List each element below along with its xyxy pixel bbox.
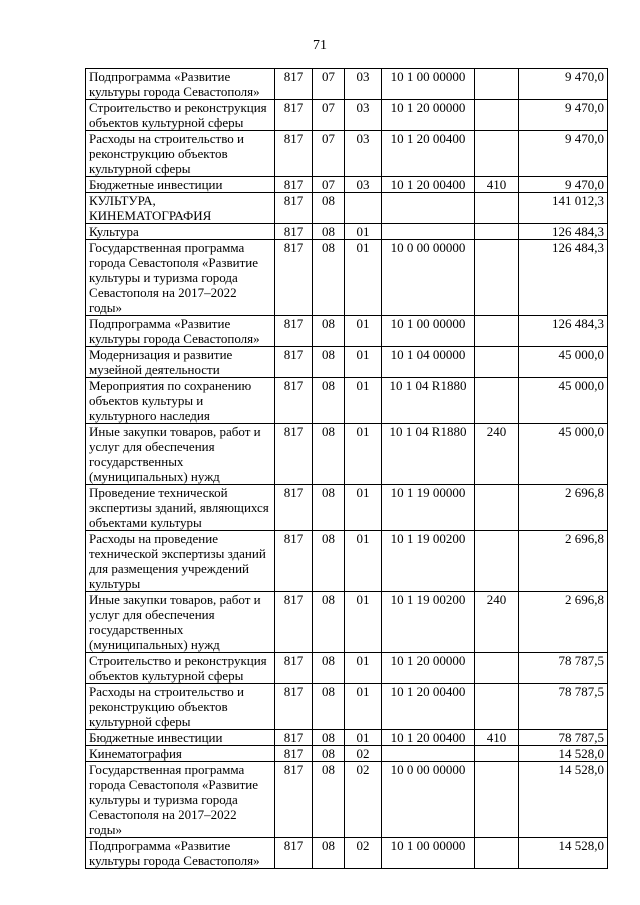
amount-cell: 126 484,3 <box>519 240 608 316</box>
expense-type-cell <box>475 378 519 424</box>
expense-type-cell <box>475 100 519 131</box>
subsection-code-cell: 01 <box>345 653 382 684</box>
amount-cell: 2 696,8 <box>519 485 608 531</box>
table-row <box>86 100 608 131</box>
subsection-code-cell: 03 <box>345 177 382 193</box>
section-code-cell: 08 <box>313 592 345 653</box>
target-article-cell: 10 1 04 00000 <box>382 347 475 378</box>
item-name-cell: Строительство и реконструкция объектов культурной сферы <box>86 653 275 684</box>
section-code-cell: 07 <box>313 100 345 131</box>
subsection-code-cell: 02 <box>345 746 382 762</box>
item-name-cell: КУЛЬТУРА, КИНЕМАТОГРАФИЯ <box>86 193 275 224</box>
table-row <box>86 653 608 684</box>
target-article-cell: 10 1 20 00400 <box>382 131 475 177</box>
expense-type-cell <box>475 224 519 240</box>
subsection-code-cell: 01 <box>345 592 382 653</box>
grbs-code-cell: 817 <box>275 316 313 347</box>
section-code-cell: 08 <box>313 653 345 684</box>
budget-table <box>85 68 608 869</box>
item-name-cell: Модернизация и развитие музейной деятельности <box>86 347 275 378</box>
section-code-cell: 08 <box>313 224 345 240</box>
item-name-cell: Иные закупки товаров, работ и услуг для обеспечения государственных (муниципальных) нужд <box>86 592 275 653</box>
table-row <box>86 69 608 100</box>
section-code-cell: 08 <box>313 762 345 838</box>
amount-cell: 9 470,0 <box>519 69 608 100</box>
grbs-code-cell: 817 <box>275 592 313 653</box>
amount-cell: 14 528,0 <box>519 838 608 869</box>
amount-cell: 2 696,8 <box>519 592 608 653</box>
target-article-cell <box>382 193 475 224</box>
grbs-code-cell: 817 <box>275 485 313 531</box>
section-code-cell: 08 <box>313 684 345 730</box>
table-row <box>86 592 608 653</box>
grbs-code-cell: 817 <box>275 730 313 746</box>
target-article-cell: 10 1 20 00400 <box>382 730 475 746</box>
item-name-cell: Подпрограмма «Развитие культуры города Севастополя» <box>86 69 275 100</box>
table-row <box>86 838 608 869</box>
grbs-code-cell: 817 <box>275 100 313 131</box>
subsection-code-cell: 01 <box>345 730 382 746</box>
grbs-code-cell: 817 <box>275 653 313 684</box>
target-article-cell: 10 1 00 00000 <box>382 69 475 100</box>
table-row <box>86 762 608 838</box>
expense-type-cell <box>475 485 519 531</box>
expense-type-cell <box>475 316 519 347</box>
table-row <box>86 378 608 424</box>
grbs-code-cell: 817 <box>275 131 313 177</box>
item-name-cell: Расходы на проведение технической экспертизы зданий для размещения учреждений культуры <box>86 531 275 592</box>
page-number: 71 <box>313 38 327 53</box>
amount-cell: 45 000,0 <box>519 424 608 485</box>
subsection-code-cell: 02 <box>345 838 382 869</box>
target-article-cell: 10 1 19 00200 <box>382 531 475 592</box>
item-name-cell: Расходы на строительство и реконструкцию объектов культурной сферы <box>86 131 275 177</box>
target-article-cell <box>382 224 475 240</box>
subsection-code-cell: 01 <box>345 240 382 316</box>
amount-cell: 9 470,0 <box>519 177 608 193</box>
grbs-code-cell: 817 <box>275 378 313 424</box>
table-row <box>86 730 608 746</box>
grbs-code-cell: 817 <box>275 193 313 224</box>
expense-type-cell: 410 <box>475 730 519 746</box>
table-row <box>86 177 608 193</box>
subsection-code-cell: 01 <box>345 424 382 485</box>
grbs-code-cell: 817 <box>275 746 313 762</box>
grbs-code-cell: 817 <box>275 347 313 378</box>
target-article-cell: 10 1 19 00000 <box>382 485 475 531</box>
table-row <box>86 347 608 378</box>
subsection-code-cell: 01 <box>345 347 382 378</box>
subsection-code-cell: 01 <box>345 531 382 592</box>
subsection-code-cell: 01 <box>345 485 382 531</box>
section-code-cell: 08 <box>313 316 345 347</box>
amount-cell: 78 787,5 <box>519 730 608 746</box>
target-article-cell: 10 1 00 00000 <box>382 316 475 347</box>
grbs-code-cell: 817 <box>275 684 313 730</box>
amount-cell: 45 000,0 <box>519 378 608 424</box>
amount-cell: 14 528,0 <box>519 762 608 838</box>
table-row <box>86 240 608 316</box>
section-code-cell: 08 <box>313 347 345 378</box>
expense-type-cell <box>475 746 519 762</box>
target-article-cell <box>382 746 475 762</box>
amount-cell: 141 012,3 <box>519 193 608 224</box>
target-article-cell: 10 1 19 00200 <box>382 592 475 653</box>
expense-type-cell <box>475 193 519 224</box>
table-row <box>86 424 608 485</box>
amount-cell: 78 787,5 <box>519 653 608 684</box>
subsection-code-cell: 03 <box>345 69 382 100</box>
amount-cell: 126 484,3 <box>519 224 608 240</box>
expense-type-cell <box>475 838 519 869</box>
table-row <box>86 131 608 177</box>
section-code-cell: 08 <box>313 838 345 869</box>
section-code-cell: 08 <box>313 746 345 762</box>
grbs-code-cell: 817 <box>275 240 313 316</box>
grbs-code-cell: 817 <box>275 762 313 838</box>
section-code-cell: 08 <box>313 730 345 746</box>
target-article-cell: 10 0 00 00000 <box>382 762 475 838</box>
item-name-cell: Культура <box>86 224 275 240</box>
grbs-code-cell: 817 <box>275 424 313 485</box>
target-article-cell: 10 1 20 00000 <box>382 653 475 684</box>
expense-type-cell <box>475 131 519 177</box>
expense-type-cell: 240 <box>475 592 519 653</box>
subsection-code-cell: 01 <box>345 378 382 424</box>
target-article-cell: 10 1 20 00400 <box>382 177 475 193</box>
table-row <box>86 531 608 592</box>
amount-cell: 126 484,3 <box>519 316 608 347</box>
grbs-code-cell: 817 <box>275 69 313 100</box>
section-code-cell: 07 <box>313 131 345 177</box>
section-code-cell: 08 <box>313 378 345 424</box>
expense-type-cell <box>475 240 519 316</box>
expense-type-cell <box>475 653 519 684</box>
amount-cell: 45 000,0 <box>519 347 608 378</box>
item-name-cell: Проведение технической экспертизы зданий, являющихся объектами культуры <box>86 485 275 531</box>
target-article-cell: 10 1 04 R1880 <box>382 424 475 485</box>
item-name-cell: Бюджетные инвестиции <box>86 177 275 193</box>
item-name-cell: Бюджетные инвестиции <box>86 730 275 746</box>
subsection-code-cell: 03 <box>345 131 382 177</box>
grbs-code-cell: 817 <box>275 838 313 869</box>
section-code-cell: 08 <box>313 240 345 316</box>
amount-cell: 78 787,5 <box>519 684 608 730</box>
expense-type-cell: 410 <box>475 177 519 193</box>
grbs-code-cell: 817 <box>275 531 313 592</box>
item-name-cell: Расходы на строительство и реконструкцию объектов культурной сферы <box>86 684 275 730</box>
item-name-cell: Государственная программа города Севастополя «Развитие культуры и туризма города Севастополя на 2017–2022 годы» <box>86 240 275 316</box>
amount-cell: 2 696,8 <box>519 531 608 592</box>
item-name-cell: Строительство и реконструкция объектов культурной сферы <box>86 100 275 131</box>
section-code-cell: 07 <box>313 177 345 193</box>
section-code-cell: 08 <box>313 531 345 592</box>
target-article-cell: 10 1 00 00000 <box>382 838 475 869</box>
expense-type-cell <box>475 684 519 730</box>
subsection-code-cell: 03 <box>345 100 382 131</box>
section-code-cell: 07 <box>313 69 345 100</box>
item-name-cell: Подпрограмма «Развитие культуры города Севастополя» <box>86 838 275 869</box>
section-code-cell: 08 <box>313 193 345 224</box>
target-article-cell: 10 1 20 00000 <box>382 100 475 131</box>
expense-type-cell <box>475 69 519 100</box>
subsection-code-cell: 01 <box>345 224 382 240</box>
subsection-code-cell: 01 <box>345 316 382 347</box>
expense-type-cell <box>475 347 519 378</box>
table-row <box>86 316 608 347</box>
subsection-code-cell: 02 <box>345 762 382 838</box>
item-name-cell: Иные закупки товаров, работ и услуг для обеспечения государственных (муниципальных) нужд <box>86 424 275 485</box>
section-code-cell: 08 <box>313 485 345 531</box>
amount-cell: 9 470,0 <box>519 131 608 177</box>
table-row <box>86 485 608 531</box>
item-name-cell: Мероприятия по сохранению объектов культуры и культурного наследия <box>86 378 275 424</box>
grbs-code-cell: 817 <box>275 177 313 193</box>
grbs-code-cell: 817 <box>275 224 313 240</box>
amount-cell: 14 528,0 <box>519 746 608 762</box>
target-article-cell: 10 1 20 00400 <box>382 684 475 730</box>
section-code-cell: 08 <box>313 424 345 485</box>
table-row <box>86 684 608 730</box>
target-article-cell: 10 1 04 R1880 <box>382 378 475 424</box>
expense-type-cell <box>475 762 519 838</box>
table-row <box>86 746 608 762</box>
amount-cell: 9 470,0 <box>519 100 608 131</box>
item-name-cell: Подпрограмма «Развитие культуры города Севастополя» <box>86 316 275 347</box>
expense-type-cell: 240 <box>475 424 519 485</box>
target-article-cell: 10 0 00 00000 <box>382 240 475 316</box>
subsection-code-cell: 01 <box>345 684 382 730</box>
subsection-code-cell <box>345 193 382 224</box>
table-row <box>86 224 608 240</box>
table-row <box>86 193 608 224</box>
item-name-cell: Кинематография <box>86 746 275 762</box>
item-name-cell: Государственная программа города Севастополя «Развитие культуры и туризма города Севастополя на 2017–2022 годы» <box>86 762 275 838</box>
expense-type-cell <box>475 531 519 592</box>
